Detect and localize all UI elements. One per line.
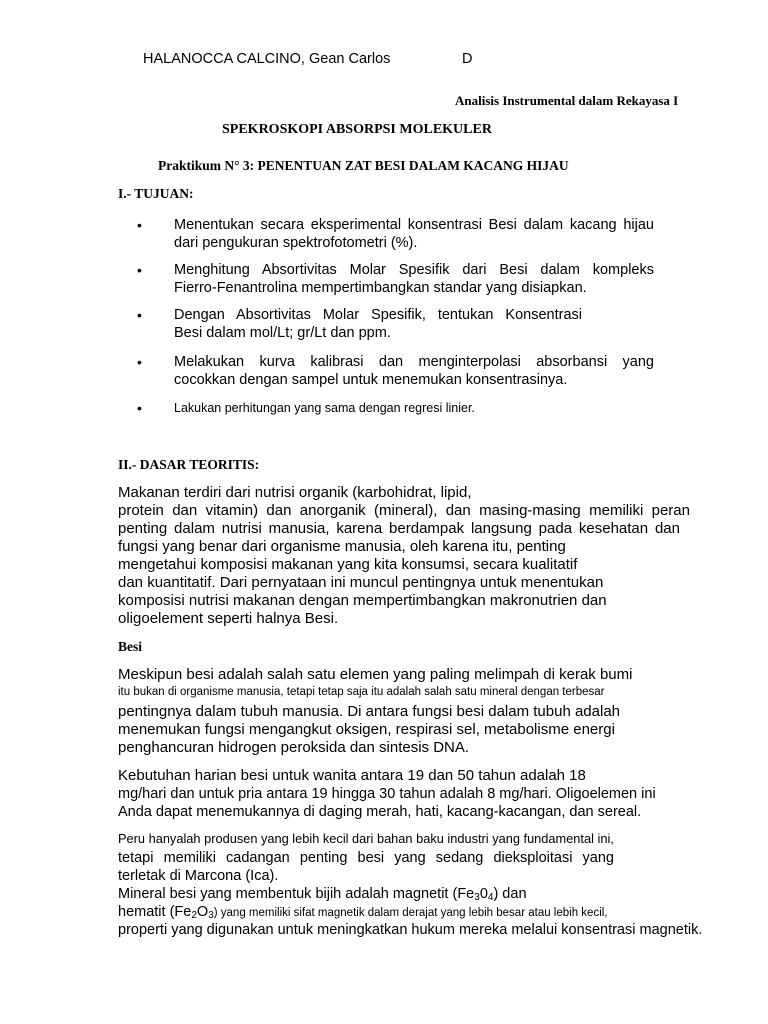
list-item-line: Fierro-Fenantrolina mempertimbangkan standar yang disiapkan. [174,280,587,296]
paragraph-line: Peru hanyalah produsen yang lebih kecil dari bahan baku industri yang fundamental ini, [118,831,614,846]
author-name: HALANOCCA CALCINO, Gean Carlos [143,51,391,67]
hematite-end: ) yang memiliki sifat magnetik dalam derajat yang lebih besar atau lebih kecil, [213,907,608,919]
paragraph-line: Meskipun besi adalah salah satu elemen yang paling melimpah di kerak bumi [118,666,633,683]
paragraph-line: tetapi memiliki cadangan penting besi yang sedang dieksploitasi yang [118,850,614,866]
paragraph-line: Anda dapat menemukannya di daging merah, hati, kacang-kacangan, dan sereal. [118,804,642,820]
paragraph-line: terletak di Marcona (Ica). [118,868,279,884]
paragraph-line: menemukan fungsi mengangkut oksigen, respirasi sel, metabolisme energi [118,721,615,738]
list-item-line: dari pengukuran spektrofotometri (%). [174,235,418,251]
formula-char: 0 [479,886,488,902]
hematite-line [118,903,608,921]
subscript: 3 [474,892,480,903]
magnetite-end: ) dan [493,886,527,902]
iron-subheading: Besi [118,639,143,654]
subscript: 3 [208,910,214,921]
document-title: SPEKROSKOPI ABSORPSI MOLEKULER [222,122,492,137]
paragraph-line: oligoelement seperti halnya Besi. [118,610,339,627]
paragraph-line: dan kuantitatif. Dari pernyataan ini muncul pentingnya untuk menentukan [118,574,604,591]
paragraph-line: properti yang digunakan untuk meningkatkan hukum mereka melalui konsentrasi magnetik. [118,922,703,938]
objectives-heading: I.- TUJUAN: [118,186,194,201]
paragraph-line: pentingnya dalam tubuh manusia. Di antara fungsi besi dalam tubuh adalah [118,703,621,720]
list-item-line: Lakukan perhitungan yang sama dengan regresi linier. [174,401,475,415]
formula-char: O [196,904,209,920]
bullet: • [137,400,142,416]
paragraph-line: protein dan vitamin) dan anorganik (mineral), dan masing-masing memiliki peran [118,502,690,519]
magnetite-line [118,885,527,903]
hematite-text: hematit (Fe [118,904,192,920]
list-item-line: Menghitung Absortivitas Molar Spesifik dari Besi dalam kompleks [174,262,654,278]
bullet: • [137,262,142,278]
section-letter: D [462,51,473,67]
magnetite-text: Mineral besi yang membentuk bijih adalah magnetit (Fe [118,886,475,902]
paragraph-line: mengetahui komposisi makanan yang kita konsumsi, secara kualitatif [118,556,578,573]
course-name: Analisis Instrumental dalam Rekayasa I [455,93,679,108]
list-item-line: cocokkan dengan sampel untuk menemukan konsentrasinya. [174,372,568,388]
paragraph-line: penting dalam nutrisi manusia, karena berdampak langsung pada kesehatan dan [118,520,680,537]
paragraph-line: itu bukan di organisme manusia, tetapi tetap saja itu adalah salah satu mineral dengan terbesar [118,686,605,698]
paragraph-line: penghancuran hidrogen peroksida dan sintesis DNA. [118,739,470,756]
paragraph-line: Kebutuhan harian besi untuk wanita antara 19 dan 50 tahun adalah 18 [118,767,586,784]
list-item-line: Menentukan secara eksperimental konsentrasi Besi dalam kacang hijau [174,217,654,233]
list-item-line: Dengan Absortivitas Molar Spesifik, tentukan Konsentrasi [174,307,582,323]
list-item-line: Melakukan kurva kalibrasi dan menginterpolasi absorbansi yang [174,354,654,370]
bullet: • [137,354,142,370]
bullet: • [137,217,142,233]
subscript: 4 [487,892,494,903]
document-subtitle: Praktikum N° 3: PENENTUAN ZAT BESI DALAM KACANG HIJAU [158,158,569,173]
subscript: 2 [191,910,197,921]
list-item-line: Besi dalam mol/Lt; gr/Lt dan ppm. [174,325,391,341]
paragraph-line: mg/hari dan untuk pria antara 19 hingga 30 tahun adalah 8 mg/hari. Oligoelemen ini [118,786,656,802]
paragraph-line: Makanan terdiri dari nutrisi organik (karbohidrat, lipid, [118,484,472,501]
bullet: • [137,307,142,323]
theory-heading: II.- DASAR TEORITIS: [118,457,260,472]
paragraph-line: fungsi yang benar dari organisme manusia, oleh karena itu, penting [118,538,566,555]
paragraph-line: komposisi nutrisi makanan dengan mempertimbangkan makronutrien dan [118,592,607,609]
